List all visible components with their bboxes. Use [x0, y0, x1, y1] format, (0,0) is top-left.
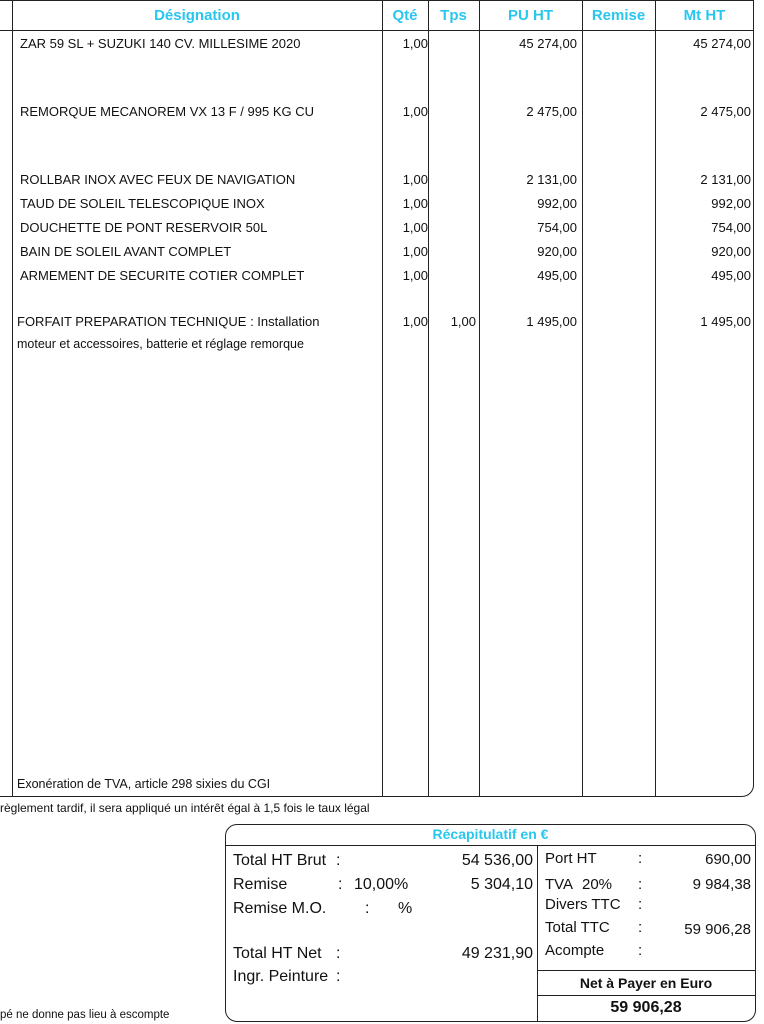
tva-label: TVA — [545, 876, 574, 893]
remise-mo-percent: % — [398, 900, 413, 917]
total-ht-brut-colon: : — [336, 852, 341, 869]
cell-mt-ht: 992,00 — [711, 196, 751, 211]
remise-mo-colon: : — [365, 900, 370, 917]
col-divider — [582, 0, 583, 797]
cell-designation: ZAR 59 SL + SUZUKI 140 CV. MILLESIME 2020 — [20, 36, 301, 51]
cell-pu-ht: 2 131,00 — [526, 172, 577, 187]
remise-mo-label: Remise M.O. — [233, 900, 327, 917]
tva-rate: 20% — [582, 876, 613, 893]
recap-title: Récapitulatif en € — [432, 826, 549, 842]
header-remise: Remise — [591, 7, 646, 24]
total-ht-brut-value: 54 536,00 — [461, 852, 533, 869]
acompte-label: Acompte — [545, 942, 605, 959]
tva-colon: : — [638, 876, 643, 893]
col-divider — [12, 0, 13, 797]
cell-tps: 1,00 — [450, 314, 476, 329]
cell-designation: REMORQUE MECANOREM VX 13 F / 995 KG CU — [20, 104, 315, 119]
cell-qte: 1,00 — [402, 104, 428, 119]
cell-pu-ht: 495,00 — [537, 268, 577, 283]
total-ht-net-colon: : — [336, 945, 341, 962]
cell-designation: DOUCHETTE DE PONT RESERVOIR 50L — [20, 220, 268, 235]
port-ht-label: Port HT — [545, 850, 597, 867]
remise-value: 5 304,10 — [470, 876, 533, 893]
cell-qte: 1,00 — [402, 244, 428, 259]
total-ttc-colon: : — [638, 919, 643, 936]
header-pu-ht: PU HT — [508, 7, 553, 24]
recap-net-divider-top — [537, 970, 755, 971]
cell-pu-ht: 754,00 — [537, 220, 577, 235]
header-divider — [0, 30, 754, 31]
col-divider — [479, 0, 480, 797]
cell-designation: ARMEMENT DE SECURITE COTIER COMPLET — [20, 268, 305, 283]
total-ht-brut-label: Total HT Brut — [233, 852, 327, 869]
cell-mt-ht: 920,00 — [711, 244, 751, 259]
net-to-pay-label: Net à Payer en Euro — [579, 975, 713, 991]
divers-ttc-label: Divers TTC — [545, 896, 621, 913]
cell-pu-ht: 2 475,00 — [526, 104, 577, 119]
total-ht-net-label: Total HT Net — [233, 945, 322, 962]
cell-mt-ht: 495,00 — [711, 268, 751, 283]
total-ttc-label: Total TTC — [545, 919, 610, 936]
cell-designation-line2: moteur et accessoires, batterie et réglage remorque — [17, 337, 304, 351]
total-ht-net-value: 49 231,90 — [461, 945, 533, 962]
tva-value: 9 984,38 — [692, 876, 751, 893]
ingr-peinture-label: Ingr. Peinture — [233, 968, 329, 985]
cell-mt-ht: 2 131,00 — [700, 172, 751, 187]
cell-pu-ht: 992,00 — [537, 196, 577, 211]
ingr-peinture-colon: : — [336, 968, 341, 985]
total-ttc-value: 59 906,28 — [684, 921, 751, 938]
cell-mt-ht: 1 495,00 — [700, 314, 751, 329]
remise-percent: 10,00% — [354, 876, 409, 893]
cell-mt-ht: 754,00 — [711, 220, 751, 235]
header-designation: Désignation — [154, 7, 240, 24]
cell-qte: 1,00 — [402, 196, 428, 211]
header-mt-ht: Mt HT — [683, 7, 726, 24]
net-to-pay-value: 59 906,28 — [610, 999, 682, 1016]
recap-header-divider — [226, 845, 755, 846]
cell-pu-ht: 45 274,00 — [519, 36, 577, 51]
acompte-colon: : — [638, 942, 643, 959]
header-qte: Qté — [392, 7, 418, 24]
header-tps: Tps — [440, 7, 467, 24]
cell-designation: BAIN DE SOLEIL AVANT COMPLET — [20, 244, 232, 259]
cell-designation: FORFAIT PREPARATION TECHNIQUE : Installation — [17, 314, 320, 329]
cell-mt-ht: 45 274,00 — [693, 36, 751, 51]
remise-label: Remise — [233, 876, 288, 893]
cell-qte: 1,00 — [402, 220, 428, 235]
recap-net-divider-mid — [537, 995, 755, 996]
cell-designation: TAUD DE SOLEIL TELESCOPIQUE INOX — [20, 196, 265, 211]
col-divider — [655, 0, 656, 797]
divers-ttc-colon: : — [638, 896, 643, 913]
cell-qte: 1,00 — [402, 172, 428, 187]
late-payment-note: règlement tardif, il sera appliqué un intérêt égal à 1,5 fois le taux légal — [0, 801, 370, 815]
col-divider — [382, 0, 383, 797]
col-divider — [428, 0, 429, 797]
port-ht-value: 690,00 — [705, 851, 751, 868]
cell-qte: 1,00 — [402, 268, 428, 283]
cell-designation: ROLLBAR INOX AVEC FEUX DE NAVIGATION — [20, 172, 296, 187]
tva-exemption-note: Exonération de TVA, article 298 sixies du CGI — [17, 777, 271, 791]
cell-pu-ht: 1 495,00 — [526, 314, 577, 329]
cell-mt-ht: 2 475,00 — [700, 104, 751, 119]
cell-qte: 1,00 — [402, 36, 428, 51]
remise-colon: : — [338, 876, 343, 893]
cell-pu-ht: 920,00 — [537, 244, 577, 259]
escompte-note: pé ne donne pas lieu à escompte — [0, 1009, 170, 1021]
cell-qte: 1,00 — [402, 314, 428, 329]
port-ht-colon: : — [638, 850, 643, 867]
